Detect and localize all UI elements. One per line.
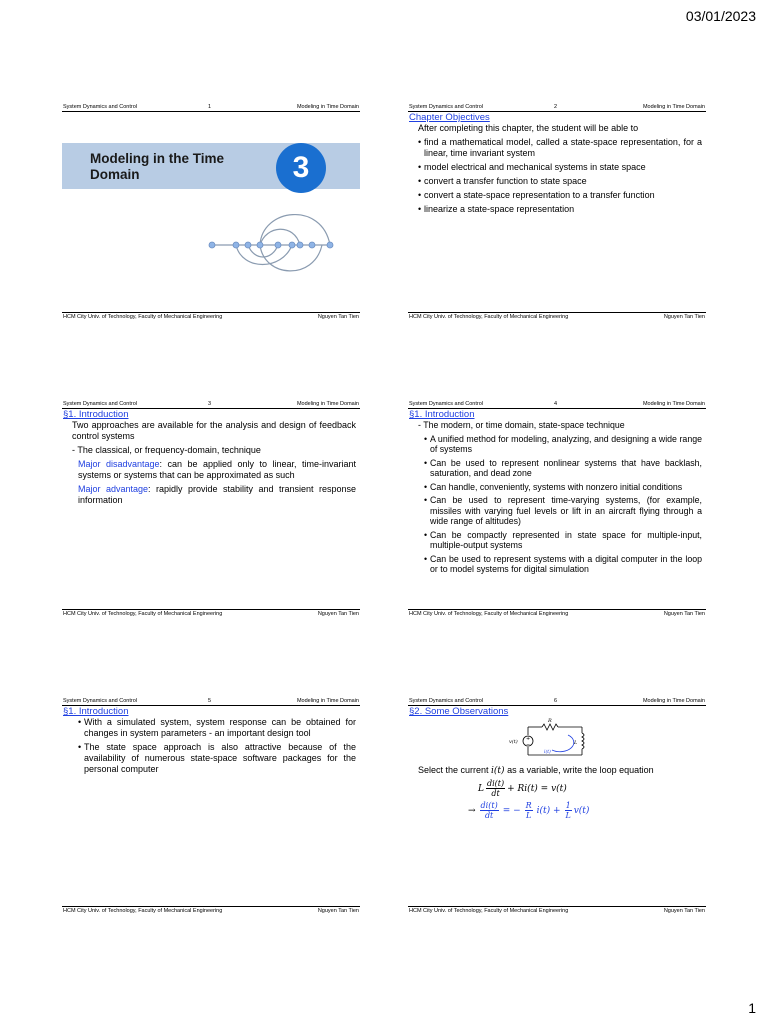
- footer-university: HCM City Univ. of Technology, Faculty of Mechanical Engineering: [409, 314, 569, 320]
- list-item: • A unified method for modeling, analyzing, and designing a wide range of systems: [424, 433, 702, 454]
- page-number: 1: [748, 1000, 756, 1016]
- footer-author: Nguyen Tan Tien: [317, 314, 359, 320]
- paragraph: - The classical, or frequency-domain, technique: [72, 445, 261, 455]
- header-topic: Modeling in Time Domain: [642, 104, 705, 110]
- list-item: • Can be used to represent systems with a digital computer in the loop or to model systems for digital simulation: [424, 553, 702, 574]
- slide-number: 4: [554, 401, 558, 407]
- slide-title: Chapter Objectives: [409, 112, 490, 123]
- header-topic: Modeling in Time Domain: [642, 401, 705, 407]
- header-course: System Dynamics and Control: [63, 698, 137, 704]
- footer-author: Nguyen Tan Tien: [663, 611, 705, 617]
- slide-footer: [62, 906, 360, 915]
- list-item: • linearize a state-space representation: [418, 204, 575, 214]
- slide-1: [62, 103, 360, 321]
- slide-6: [408, 697, 706, 915]
- list-item: • With a simulated system, system response can be obtained for changes in system parameters - an important design tool: [78, 717, 356, 738]
- header-course: System Dynamics and Control: [409, 104, 483, 110]
- slide-footer: [62, 609, 360, 618]
- slide-footer: [62, 312, 360, 321]
- slide-body: [66, 717, 356, 778]
- chapter-number-badge: 3: [276, 143, 326, 193]
- header-topic: Modeling in Time Domain: [642, 698, 705, 704]
- footer-university: HCM City Univ. of Technology, Faculty of Mechanical Engineering: [63, 611, 223, 617]
- header-topic: Modeling in Time Domain: [296, 104, 359, 110]
- footer-author: Nguyen Tan Tien: [317, 908, 359, 914]
- footer-author: Nguyen Tan Tien: [317, 611, 359, 617]
- list-item: • convert a state-space representation to a transfer function: [418, 190, 655, 200]
- svg-text:−: −: [526, 742, 531, 748]
- footer-author: Nguyen Tan Tien: [663, 314, 705, 320]
- slide-number: 3: [208, 401, 212, 407]
- slide-number: 2: [554, 104, 558, 110]
- header-course: System Dynamics and Control: [409, 401, 483, 407]
- slide-title: §1. Introduction: [63, 409, 129, 420]
- chapter-title: Modeling in the Time Domain: [90, 151, 225, 182]
- header-topic: Modeling in Time Domain: [296, 698, 359, 704]
- footer-university: HCM City Univ. of Technology, Faculty of Mechanical Engineering: [63, 314, 223, 320]
- slide-number: 6: [554, 698, 558, 704]
- slide-header: [408, 103, 706, 112]
- slide-title: §2. Some Observations: [409, 706, 509, 717]
- list-item: • Can handle, conveniently, systems with nonzero initial conditions: [424, 481, 683, 492]
- list-item: • Can be used to represent nonlinear systems that have backlash, saturation, and dead zone: [424, 457, 702, 478]
- slide-title: §1. Introduction: [63, 706, 129, 717]
- footer-university: HCM City Univ. of Technology, Faculty of Mechanical Engineering: [63, 908, 223, 914]
- list-item: • convert a transfer function to state space: [418, 176, 587, 186]
- slide-number: 5: [208, 698, 212, 704]
- slide-header: [62, 103, 360, 112]
- slide-header: [408, 697, 706, 706]
- intro-text: After completing this chapter, the student will be able to: [418, 123, 639, 133]
- rl-circuit-diagram: [508, 717, 592, 761]
- header-topic: Modeling in Time Domain: [296, 401, 359, 407]
- slide-header: [62, 400, 360, 409]
- svg-text:+: +: [526, 736, 531, 742]
- slide-3: [62, 400, 360, 618]
- list-item: • Can be used to represent time-varying systems, (for example, missiles with varying fuel levels or lift in an aircraft flying through a wide range of altitudes): [424, 495, 702, 526]
- list-item: • Can be compactly represented in state space for multiple-input, multiple-output systems: [424, 529, 702, 550]
- header-course: System Dynamics and Control: [63, 401, 137, 407]
- slide-footer: [408, 609, 706, 618]
- slide-footer: [408, 906, 706, 915]
- current-label: i(t): [544, 750, 551, 755]
- paragraph: Two approaches are available for the analysis and design of feedback control systems: [72, 420, 356, 441]
- equation-2: → $\frac{di(t)}{dt}$ = − $\frac{R}{L}$ i(t) + $\frac{1}{L}$ v(t): [468, 801, 590, 820]
- disadvantage-text: Major disadvantage: can be applied only to linear, time-invariant systems or systems that can be approximated as such: [78, 459, 356, 480]
- source-label: v(t): [509, 739, 518, 745]
- signal-flow-graph-image: [202, 203, 342, 283]
- slide-body: [412, 420, 702, 578]
- footer-author: Nguyen Tan Tien: [663, 908, 705, 914]
- paragraph: - The modern, or time domain, state-space technique: [418, 420, 625, 430]
- footer-university: HCM City Univ. of Technology, Faculty of Mechanical Engineering: [409, 611, 569, 617]
- slide-2: [408, 103, 706, 321]
- slide-4: [408, 400, 706, 618]
- slide-5: [62, 697, 360, 915]
- list-item: • find a mathematical model, called a state-space representation, for a linear, time invariant system: [418, 137, 702, 158]
- slide-header: [408, 400, 706, 409]
- advantage-text: Major advantage: rapidly provide stability and transient response information: [78, 484, 357, 505]
- inductor-label: L: [574, 740, 578, 746]
- header-course: System Dynamics and Control: [409, 698, 483, 704]
- list-item: • model electrical and mechanical systems in state space: [418, 162, 646, 172]
- slide-header: [62, 697, 360, 706]
- header-course: System Dynamics and Control: [63, 104, 137, 110]
- slide-body: [412, 123, 702, 218]
- slide-number: 1: [208, 104, 212, 110]
- equation-1: L di(t) dt + Ri(t) = v(t): [478, 779, 567, 798]
- slide-footer: [408, 312, 706, 321]
- footer-university: HCM City Univ. of Technology, Faculty of Mechanical Engineering: [409, 908, 569, 914]
- resistor-label: R: [548, 718, 552, 724]
- print-date: 03/01/2023: [685, 8, 756, 24]
- list-item: • The state space approach is also attractive because of the availability of numerous state-space software packages for the personal computer: [78, 742, 356, 774]
- loop-equation-text: Select the current i(t) as a variable, write the loop equation: [418, 765, 654, 776]
- slide-body: [66, 420, 356, 509]
- slide-title: §1. Introduction: [409, 409, 475, 420]
- slide-body: [412, 765, 702, 780]
